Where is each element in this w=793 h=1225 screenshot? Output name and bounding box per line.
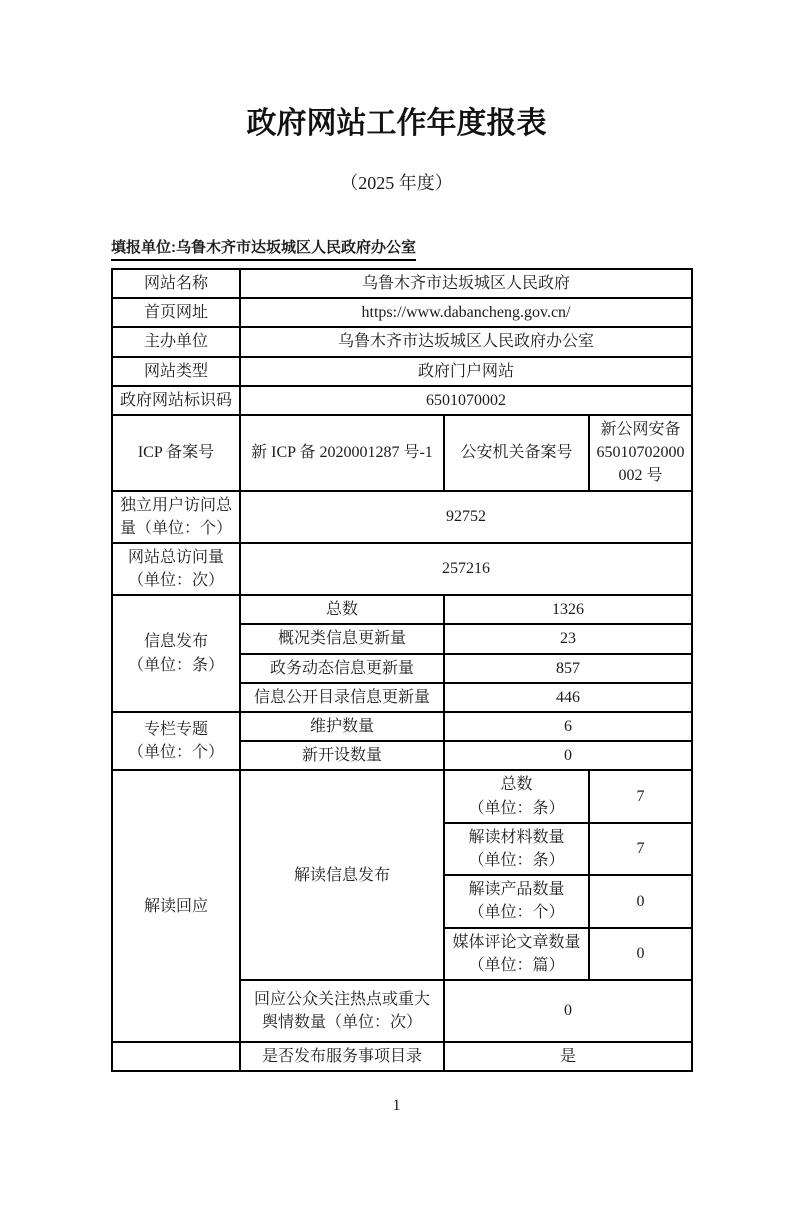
media-comment-name: 媒体评论文章数量	[452, 933, 581, 951]
public-response-value: 0	[444, 980, 692, 1042]
icp-label: ICP 备案号	[112, 415, 240, 491]
reporting-unit: 填报单位:乌鲁木齐市达坂城区人民政府办公室	[111, 238, 416, 261]
host-unit-label: 主办单位	[112, 327, 240, 356]
interp-product-unit: （单位：个）	[468, 904, 565, 922]
maintained-count-label: 维护数量	[240, 712, 444, 741]
homepage-url-value: https://www.dabancheng.gov.cn/	[240, 298, 692, 327]
special-columns-section-label	[112, 712, 240, 770]
interp-total-name: 总数	[500, 776, 533, 794]
media-comment-unit: （单位：篇）	[468, 956, 565, 974]
service-catalog-label: 是否发布服务事项目录	[240, 1042, 444, 1071]
gov-news-update-value: 857	[444, 654, 692, 683]
table-row	[112, 595, 692, 624]
page-number: 1	[392, 1097, 401, 1115]
special-columns-unit: （单位：个）	[127, 744, 224, 762]
new-count-label: 新开设数量	[240, 741, 444, 770]
maintained-count-value: 6	[444, 712, 692, 741]
icp-number: 新 ICP 备 2020001287 号-1	[240, 415, 444, 491]
info-publish-section-label	[112, 595, 240, 712]
table-row	[112, 327, 692, 356]
unique-visitors-label: 独立用户访问总量（单位：个）	[112, 491, 240, 543]
table-row	[112, 712, 692, 741]
document-page	[0, 103, 793, 1225]
media-comment-value: 0	[589, 928, 692, 980]
annual-report-table	[111, 268, 693, 1072]
public-response-label: 回应公众关注热点或重大舆情数量（单位：次）	[240, 980, 444, 1042]
interp-product-label	[444, 875, 589, 927]
table-row	[112, 415, 692, 491]
table-row	[112, 1042, 692, 1071]
table-row	[112, 269, 692, 298]
interp-total-unit: （单位：条）	[468, 799, 565, 817]
police-record-number: 新公网安备 65010702000002 号	[589, 415, 692, 491]
overview-update-value: 23	[444, 624, 692, 653]
site-id-value: 6501070002	[240, 386, 692, 415]
info-total-label: 总数	[240, 595, 444, 624]
special-columns-name: 专栏专题	[143, 721, 208, 738]
info-total-value: 1326	[444, 595, 692, 624]
unique-visitors-value: 92752	[240, 491, 692, 543]
website-type-label: 网站类型	[112, 357, 240, 386]
reporting-unit-line	[111, 238, 793, 261]
website-name-value: 乌鲁木齐市达坂城区人民政府	[240, 269, 692, 298]
table-row	[112, 543, 692, 595]
empty-cell	[112, 1042, 240, 1071]
open-catalog-update-value: 446	[444, 683, 692, 712]
interp-total-label	[444, 770, 589, 822]
police-record-label: 公安机关备案号	[444, 415, 589, 491]
gov-news-update-label: 政务动态信息更新量	[240, 654, 444, 683]
table-row	[112, 770, 692, 822]
interp-total-value: 7	[589, 770, 692, 822]
info-publish-unit: （单位：条）	[127, 656, 224, 674]
table-row	[112, 386, 692, 415]
table-row	[112, 357, 692, 386]
document-subtitle: （2025 年度）	[340, 173, 453, 193]
site-id-label: 政府网站标识码	[112, 386, 240, 415]
overview-update-label: 概况类信息更新量	[240, 624, 444, 653]
open-catalog-update-label: 信息公开目录信息更新量	[240, 683, 444, 712]
interpretation-publish-label: 解读信息发布	[240, 770, 444, 980]
info-publish-name: 信息发布	[143, 633, 208, 651]
interpretation-section-label: 解读回应	[112, 770, 240, 1042]
website-type-value: 政府门户网站	[240, 357, 692, 386]
interp-material-value: 7	[589, 823, 692, 875]
table-row	[112, 491, 692, 543]
interp-product-name: 解读产品数量	[468, 881, 565, 899]
service-catalog-value: 是	[444, 1042, 692, 1071]
host-unit-value: 乌鲁木齐市达坂城区人民政府办公室	[240, 327, 692, 356]
interp-material-name: 解读材料数量	[468, 828, 565, 846]
interp-product-value: 0	[589, 875, 692, 927]
total-visits-value: 257216	[240, 543, 692, 595]
website-name-label: 网站名称	[112, 269, 240, 298]
new-count-value: 0	[444, 741, 692, 770]
total-visits-label: 网站总访问量（单位：次）	[112, 543, 240, 595]
document-title: 政府网站工作年度报表	[246, 107, 547, 140]
interp-material-unit: （单位：条）	[468, 851, 565, 869]
table-row	[112, 298, 692, 327]
homepage-url-label: 首页网址	[112, 298, 240, 327]
interp-material-label	[444, 823, 589, 875]
media-comment-label	[444, 928, 589, 980]
